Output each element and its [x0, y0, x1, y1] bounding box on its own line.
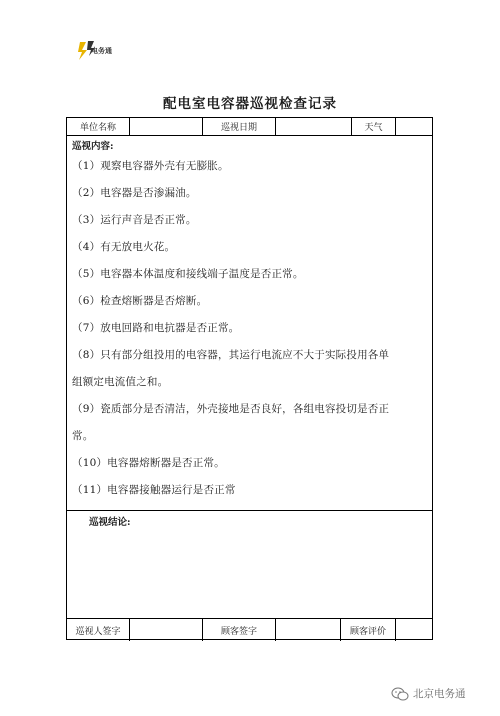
inspection-content-label: 巡视内容: [72, 141, 114, 152]
wechat-icon [391, 687, 409, 701]
watermark-text: 北京电务通 [413, 688, 466, 700]
list-item [72, 396, 422, 450]
footer-row [67, 618, 432, 641]
document-title: 配电室电容器巡视检查记录 [163, 96, 337, 112]
inspection-form [66, 117, 433, 640]
customer-evaluation-field[interactable] [396, 619, 433, 641]
item-9-line-2: 常。 [72, 430, 94, 442]
list-item: （7）放电回路和电抗器是否正常。 [72, 322, 240, 334]
customer-signature-label: 顾客签字 [203, 619, 276, 641]
weather-field[interactable] [396, 118, 433, 135]
item-8-line-2: 组额定电流值之和。 [72, 376, 169, 388]
weather-label: 天气 [352, 118, 396, 135]
inspection-items-list [72, 153, 422, 504]
unit-name-field[interactable] [130, 118, 203, 135]
inspector-signature-field[interactable] [130, 619, 203, 641]
list-item: （6）检查熔断器是否熔断。 [72, 295, 208, 307]
customer-evaluation-label: 顾客评价 [341, 619, 396, 641]
header-row [67, 118, 432, 136]
list-item: （3）运行声音是否正常。 [72, 214, 197, 226]
logo-text: 电务通 [91, 47, 112, 55]
list-item [72, 342, 422, 396]
customer-signature-field[interactable] [276, 619, 341, 641]
inspection-conclusion-field[interactable] [67, 528, 432, 616]
watermark [391, 686, 466, 701]
list-item: （1）观察电容器外壳有无膨胀。 [72, 160, 229, 172]
inspection-date-field[interactable] [276, 118, 352, 135]
list-item: （5）电容器本体温度和接线端子温度是否正常。 [72, 268, 304, 280]
inspection-conclusion-label: 巡视结论: [89, 517, 131, 528]
list-item: （2）电容器是否渗漏油。 [72, 187, 197, 199]
unit-name-label: 单位名称 [67, 118, 130, 135]
item-8-line-1: （8）只有部分组投用的电容器，其运行电流应不大于实际投用各单 [72, 349, 390, 361]
item-9-line-1: （9）瓷质部分是否清洁，外壳接地是否良好，各组电容投切是否正 [72, 403, 390, 415]
inspection-date-label: 巡视日期 [203, 118, 276, 135]
list-item: （4）有无放电火花。 [72, 241, 176, 253]
list-item: （10）电容器熔断器是否正常。 [72, 457, 225, 469]
list-item: （11）电容器接触器运行是否正常 [72, 484, 236, 496]
inspector-signature-label: 巡视人签字 [67, 619, 130, 641]
inspection-content-section [67, 135, 432, 511]
